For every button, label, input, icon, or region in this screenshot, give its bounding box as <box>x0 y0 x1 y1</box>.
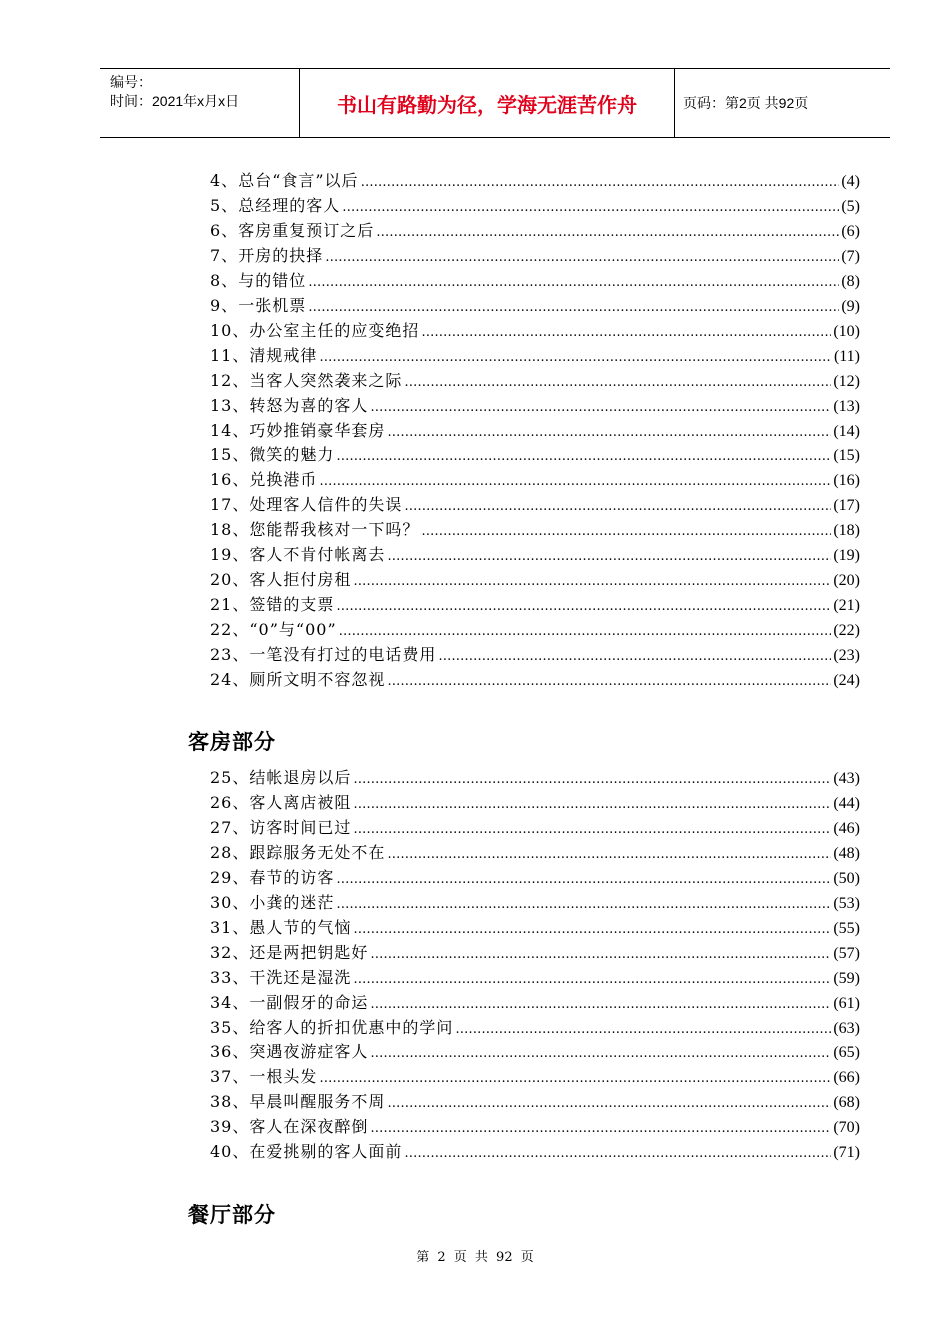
toc-entry-page: (14) <box>833 422 860 440</box>
toc-entry-number: 4、 <box>210 171 239 190</box>
toc-entry-title: “0”与“00” <box>249 620 337 640</box>
toc-entry-title: 突遇夜游症客人 <box>249 1042 369 1062</box>
toc-entry-number: 19、 <box>210 545 250 565</box>
toc-entry-title: 跟踪服务无处不在 <box>249 842 386 862</box>
toc-entry[interactable] <box>210 568 860 592</box>
toc-dot-leader <box>404 369 831 395</box>
toc-entry-title: 客人拒付房租 <box>249 570 352 590</box>
toc-entry-title: 愚人节的气恼 <box>249 917 352 937</box>
toc-entry-title: 您能帮我核对一下吗？ <box>249 520 420 540</box>
toc-entry-title: 结帐退房以后 <box>249 768 352 787</box>
toc-entry-number: 8、 <box>210 270 239 290</box>
toc-entry-title: 与的错位 <box>238 270 307 290</box>
toc-entry[interactable] <box>210 194 860 218</box>
toc-entry[interactable] <box>210 668 860 692</box>
toc-entry-number: 36、 <box>210 1042 250 1062</box>
toc-entry-title: 访客时间已过 <box>249 817 352 837</box>
toc-entry[interactable] <box>210 1115 860 1139</box>
toc-entry-page: (70) <box>833 1119 860 1137</box>
toc-entry-page: (18) <box>833 522 860 540</box>
toc-entry-page: (20) <box>833 572 860 590</box>
toc-entry-number: 25、 <box>210 768 250 787</box>
toc-entry[interactable] <box>210 394 860 418</box>
toc-entry-title: 一副假牙的命运 <box>249 992 369 1012</box>
toc-entry[interactable] <box>210 1040 860 1064</box>
toc-dot-leader <box>353 568 831 594</box>
toc-entry-number: 30、 <box>210 892 250 912</box>
toc-entry-page: (9) <box>841 297 860 315</box>
toc-entry-page: (46) <box>833 819 860 837</box>
toc-dot-leader <box>336 866 831 892</box>
toc-entry-number: 16、 <box>210 470 250 490</box>
time-label: 时间：2021年x月x日 <box>110 93 240 109</box>
toc-dot-leader <box>387 668 831 694</box>
toc-entry-number: 12、 <box>210 370 250 390</box>
section-heading-restaurant: 餐厅部分 <box>188 1203 276 1227</box>
toc-dot-leader <box>455 1016 831 1042</box>
toc-dot-leader <box>370 394 831 420</box>
toc-dot-leader <box>353 791 831 817</box>
toc-entry[interactable] <box>210 1090 860 1114</box>
toc-entry-number: 9、 <box>210 295 239 315</box>
toc-entry[interactable] <box>210 593 860 617</box>
toc-entry-title: 小龚的迷茫 <box>249 892 335 912</box>
toc-entry[interactable] <box>210 493 860 517</box>
toc-dot-leader <box>370 1115 831 1141</box>
toc-entry-title: 总台“食言”以后 <box>238 171 359 190</box>
toc-entry[interactable] <box>210 866 860 890</box>
toc-dot-leader <box>370 941 831 967</box>
toc-entry-title: 巧妙推销豪华套房 <box>249 420 386 440</box>
toc-entry-title: 客人在深夜醉倒 <box>249 1117 369 1137</box>
toc-entry-number: 22、 <box>210 620 250 640</box>
toc-entry-page: (22) <box>833 622 860 640</box>
toc-dot-leader <box>370 1040 831 1066</box>
toc-entry-number: 40、 <box>210 1142 250 1162</box>
section-heading-rooms: 客房部分 <box>188 730 276 754</box>
toc-dot-leader <box>387 543 831 569</box>
header-page-info: 页码：第2页 共92页 <box>683 95 809 111</box>
toc-entry-number: 27、 <box>210 817 250 837</box>
toc-entry[interactable] <box>210 618 860 642</box>
toc-entry-page: (24) <box>833 672 860 689</box>
toc-dot-leader <box>353 816 831 842</box>
toc-entry-title: 处理客人信件的失误 <box>249 495 403 515</box>
toc-dot-leader <box>325 244 839 270</box>
toc-dot-leader <box>319 1065 831 1091</box>
toc-entry-page: (17) <box>833 497 860 515</box>
toc-entry[interactable] <box>210 419 860 443</box>
toc-entry-title: 签错的支票 <box>249 595 335 615</box>
toc-dot-leader <box>339 618 832 644</box>
toc-entry-page: (21) <box>833 597 860 615</box>
toc-entry-page: (68) <box>833 1094 860 1112</box>
toc-entry-title: 一根头发 <box>249 1067 318 1087</box>
toc-dot-leader <box>370 991 831 1017</box>
toc-entry-page: (15) <box>833 447 860 465</box>
toc-entry-number: 11、 <box>210 345 250 365</box>
toc-entry-title: 厕所文明不容忽视 <box>249 670 386 689</box>
header-motto: 书山有路勤为径，学海无涯苦作舟 <box>300 69 675 137</box>
toc-entry-title: 转怒为喜的客人 <box>249 395 369 415</box>
toc-entry-page: (43) <box>833 770 860 787</box>
toc-entry[interactable] <box>210 1016 860 1040</box>
toc-dot-leader <box>308 269 839 295</box>
toc-entry[interactable] <box>210 941 860 965</box>
toc-entry-page: (66) <box>833 1069 860 1087</box>
toc-entry[interactable] <box>210 841 860 865</box>
toc-entry[interactable] <box>210 169 860 193</box>
toc-entry-title: 在爱挑剔的客人面前 <box>249 1142 403 1162</box>
toc-dot-leader <box>319 344 832 370</box>
toc-dot-leader <box>353 916 831 942</box>
toc-entry-title: 办公室主任的应变绝招 <box>249 320 420 340</box>
toc-entry-number: 26、 <box>210 792 250 812</box>
toc-dot-leader <box>387 1090 831 1116</box>
toc-dot-leader <box>353 766 831 792</box>
toc-entry-page: (55) <box>833 919 860 937</box>
toc-entry[interactable] <box>210 468 860 492</box>
toc-dot-leader <box>336 443 831 469</box>
toc-entry[interactable] <box>210 369 860 393</box>
toc-entry-number: 28、 <box>210 842 250 862</box>
toc-entry-number: 35、 <box>210 1017 250 1037</box>
toc-entry-title: 干洗还是湿洗 <box>249 967 352 987</box>
toc-entry-number: 13、 <box>210 395 250 415</box>
toc-entry-title: 春节的访客 <box>249 867 335 887</box>
toc-entry[interactable] <box>210 1140 860 1164</box>
toc-entry-page: (7) <box>841 247 860 265</box>
toc-entry-title: 兑换港币 <box>249 470 318 490</box>
toc-entry-number: 31、 <box>210 917 250 937</box>
toc-entry-number: 6、 <box>210 220 239 240</box>
toc-entry-page: (19) <box>833 547 860 565</box>
toc-entry-page: (10) <box>833 322 860 340</box>
toc-entry-page: (6) <box>841 222 860 240</box>
toc-entry[interactable] <box>210 219 860 243</box>
toc-entry[interactable] <box>210 543 860 567</box>
toc-entry[interactable] <box>210 344 860 368</box>
toc-entry-page: (23) <box>833 647 860 665</box>
toc-dot-leader <box>336 891 831 917</box>
toc-entry-page: (4) <box>841 173 860 190</box>
toc-entry-number: 18、 <box>210 520 250 540</box>
toc-entry-number: 15、 <box>210 445 250 465</box>
toc-entry-number: 33、 <box>210 967 250 987</box>
toc-dot-leader <box>342 194 839 220</box>
toc-entry-number: 34、 <box>210 992 250 1012</box>
toc-entry-title: 还是两把钥匙好 <box>249 942 369 962</box>
toc-dot-leader <box>404 1140 831 1166</box>
toc-entry-number: 29、 <box>210 867 250 887</box>
toc-entry[interactable] <box>210 294 860 318</box>
toc-entry-title: 客人离店被阻 <box>249 792 352 812</box>
toc-dot-leader <box>361 169 840 195</box>
number-label: 编号： <box>110 74 152 90</box>
toc-entry[interactable] <box>210 244 860 268</box>
toc-entry-number: 21、 <box>210 595 250 615</box>
toc-entry-title: 总经理的客人 <box>238 195 341 215</box>
page-footer: 第 2 页 共 92 页 <box>416 1250 534 1265</box>
toc-entry[interactable] <box>210 518 860 542</box>
toc-entry-page: (53) <box>833 894 860 912</box>
toc-entry-page: (5) <box>841 197 860 215</box>
toc-entry[interactable] <box>210 443 860 467</box>
toc-entry-title: 客房重复预订之后 <box>238 220 375 240</box>
toc-dot-leader <box>421 319 831 345</box>
toc-dot-leader <box>376 219 839 245</box>
toc-dot-leader <box>308 294 839 320</box>
toc-entry-title: 一笔没有打过的电话费用 <box>249 645 437 665</box>
toc-dot-leader <box>421 518 831 544</box>
toc-entry-title: 一张机票 <box>238 295 307 315</box>
toc-entry-page: (71) <box>833 1144 860 1162</box>
toc-entry[interactable] <box>210 766 860 790</box>
toc-entry-page: (48) <box>833 844 860 862</box>
toc-entry-page: (59) <box>833 969 860 987</box>
toc-entry-number: 5、 <box>210 195 239 215</box>
toc-dot-leader <box>353 966 831 992</box>
toc-entry[interactable] <box>210 269 860 293</box>
toc-entry[interactable] <box>210 1065 860 1089</box>
toc-entry-page: (57) <box>833 944 860 962</box>
toc-entry-number: 10、 <box>210 320 250 340</box>
toc-entry-page: (50) <box>833 869 860 887</box>
toc-entry-page: (63) <box>833 1019 860 1037</box>
toc-entry-title: 给客人的折扣优惠中的学问 <box>249 1017 454 1037</box>
toc-entry[interactable] <box>210 319 860 343</box>
toc-entry[interactable] <box>210 991 860 1015</box>
toc-entry-number: 17、 <box>210 495 250 515</box>
toc-entry[interactable] <box>210 966 860 990</box>
toc-dot-leader <box>387 419 831 445</box>
toc-entry-page: (8) <box>841 272 860 290</box>
toc-entry[interactable] <box>210 916 860 940</box>
toc-entry-number: 37、 <box>210 1067 250 1087</box>
toc-entry[interactable] <box>210 791 860 815</box>
toc-dot-leader <box>319 468 831 494</box>
toc-entry-number: 23、 <box>210 645 250 665</box>
toc-entry-number: 7、 <box>210 245 239 265</box>
toc-dot-leader <box>438 643 831 669</box>
toc-entry[interactable] <box>210 643 860 667</box>
toc-entry-title: 开房的抉择 <box>238 245 324 265</box>
toc-entry[interactable] <box>210 816 860 840</box>
toc-entry-page: (61) <box>833 994 860 1012</box>
page-header <box>100 68 890 138</box>
toc-entry-number: 32、 <box>210 942 250 962</box>
toc-entry-number: 24、 <box>210 670 250 689</box>
toc-entry-title: 早晨叫醒服务不周 <box>249 1092 386 1112</box>
toc-dot-leader <box>336 593 831 619</box>
toc-entry[interactable] <box>210 891 860 915</box>
toc-entry-number: 20、 <box>210 570 250 590</box>
toc-entry-number: 38、 <box>210 1092 250 1112</box>
toc-entry-page: (65) <box>833 1044 860 1062</box>
toc-dot-leader <box>387 841 831 867</box>
toc-entry-title: 客人不肯付帐离去 <box>249 545 386 565</box>
toc-entry-number: 14、 <box>210 420 250 440</box>
toc-entry-page: (13) <box>833 397 860 415</box>
toc-entry-page: (12) <box>833 372 860 390</box>
header-meta <box>100 69 300 137</box>
toc-entry-page: (11) <box>833 347 860 365</box>
toc-entry-title: 清规戒律 <box>249 345 318 365</box>
toc-dot-leader <box>404 493 831 519</box>
toc-entry-page: (44) <box>833 794 860 812</box>
toc-entry-number: 39、 <box>210 1117 250 1137</box>
toc-entry-title: 当客人突然袭来之际 <box>249 370 403 390</box>
toc-entry-title: 微笑的魅力 <box>249 445 335 465</box>
toc-entry-page: (16) <box>833 472 860 490</box>
